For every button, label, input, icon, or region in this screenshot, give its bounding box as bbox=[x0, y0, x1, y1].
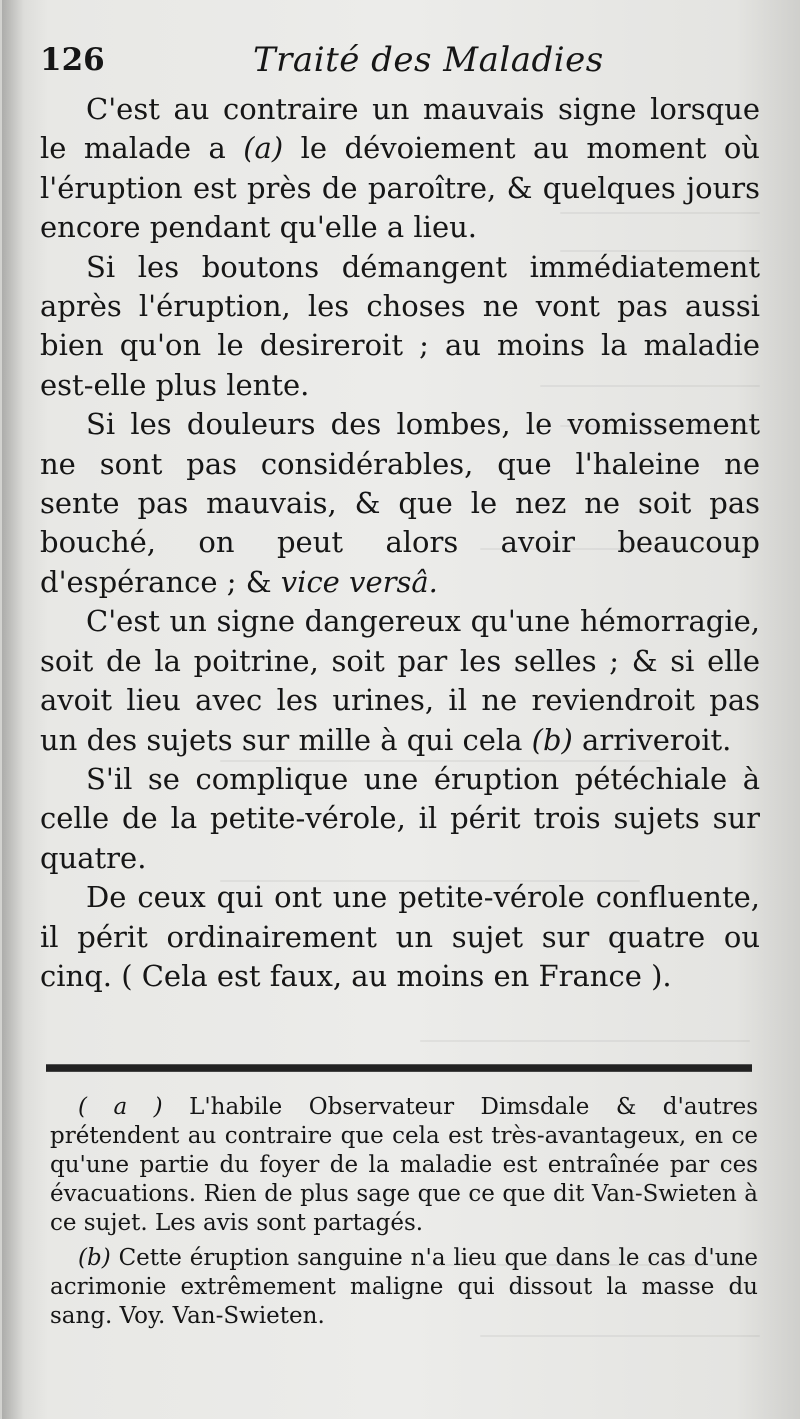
footnote-mark: ( a ) bbox=[78, 1094, 163, 1120]
paragraph: C'est un signe dangereux qu'une hémorragie, soit de la poitrine, soit par les selles ; & si elle avoit lieu avec les urines, il ne reviendroit pas un des sujets sur mille à qui cela (b) arriveroit. bbox=[40, 604, 760, 757]
paragraph: C'est au contraire un mauvais signe lorsque le malade a (a) le dévoiement au moment où l'éruption est près de paroître, & quelques jours encore pendant qu'elle a lieu. bbox=[40, 92, 760, 245]
page-number: 126 bbox=[40, 42, 105, 78]
footnotes bbox=[50, 1093, 758, 1331]
latin-phrase: vice versâ. bbox=[280, 564, 438, 599]
footnote: (b) Cette éruption sanguine n'a lieu que dans le cas d'une acrimonie extrêmement maligne qui dissout la masse du sang. Voy. Van-Swieten. bbox=[50, 1245, 758, 1329]
running-title: Traité des Maladies bbox=[253, 40, 604, 80]
footnote-ref-a: (a) bbox=[243, 131, 284, 166]
paragraph: De ceux qui ont une petite-vérole confluente, il périt ordinairement un sujet sur quatre ou cinq. ( Cela est faux, au moins en France ). bbox=[40, 880, 760, 993]
footnote-ref-b: (b) bbox=[531, 722, 573, 757]
footnote-divider bbox=[46, 1064, 752, 1072]
binding-shadow bbox=[2, 0, 24, 1419]
footnote: ( a ) L'habile Observateur Dimsdale & d'autres prétendent au contraire que cela est très-avantageux, en ce qu'une partie du foyer de la maladie est entraînée par ces évacuations. Rien de plus sage que ce que dit Van-Swieten à ce sujet. Les avis sont partagés. bbox=[50, 1094, 759, 1236]
paragraph: Si les boutons démangent immédiatement après l'éruption, les choses ne vont pas aussi bien qu'on le desireroit ; au moins la maladie est-elle plus lente. bbox=[40, 249, 760, 402]
paragraph: Si les douleurs des lombes, le vomissement ne sont pas considérables, que l'haleine ne sente pas mauvais, & que le nez ne soit pas bouché, on peut alors avoir beaucoup d'espérance ; & vice versâ. bbox=[40, 407, 760, 599]
footnote-mark: (b) bbox=[78, 1245, 111, 1271]
main-text bbox=[40, 90, 760, 996]
page-header bbox=[40, 40, 760, 84]
paragraph: S'il se complique une éruption pétéchiale à celle de la petite-vérole, il périt trois sujets sur quatre. bbox=[40, 761, 760, 875]
